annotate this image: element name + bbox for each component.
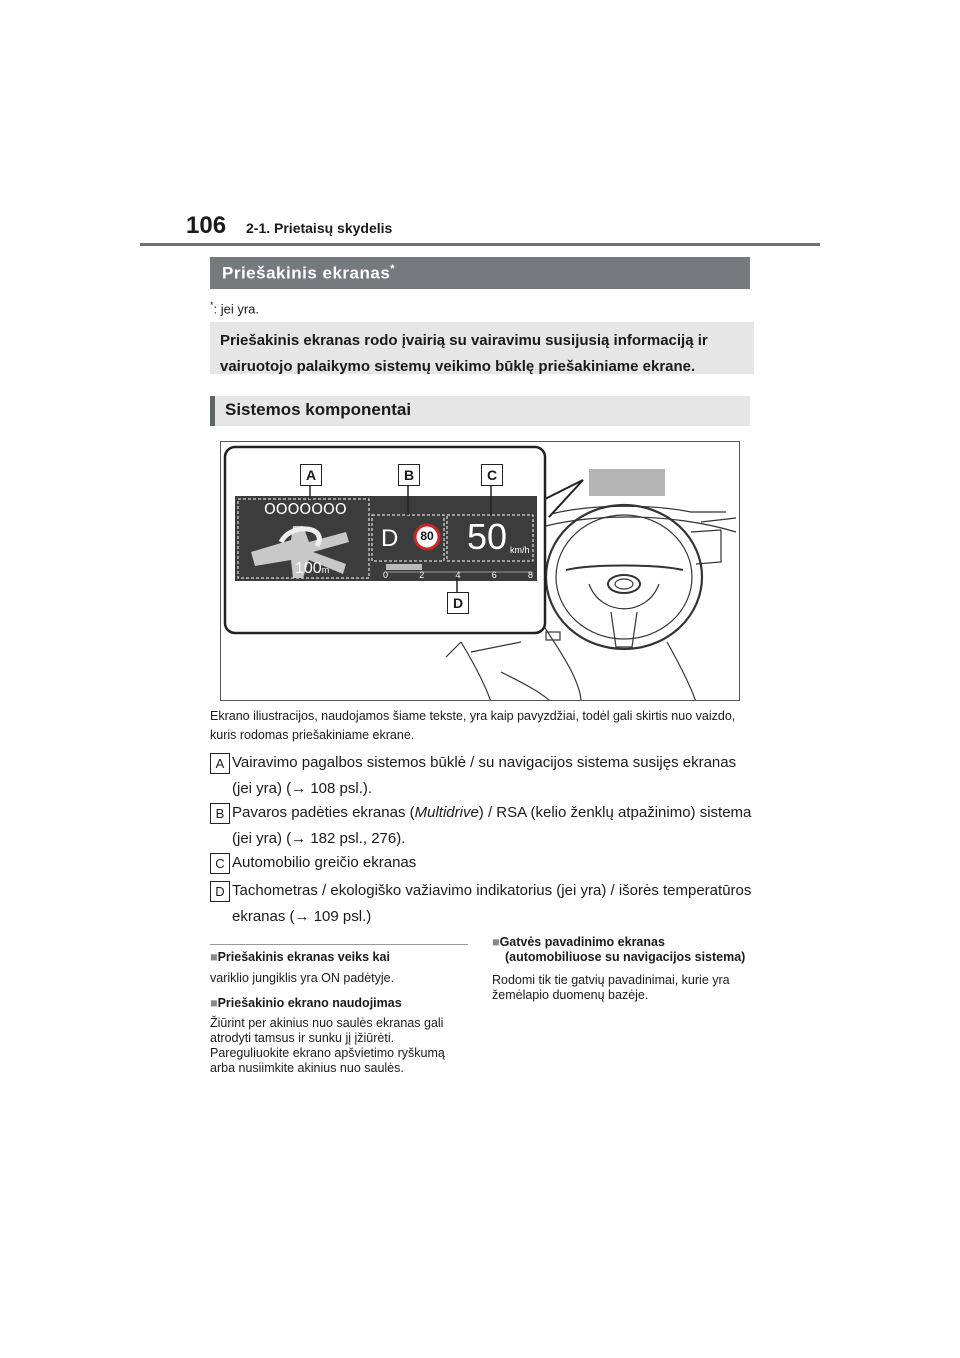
callout-badge: C	[210, 853, 230, 874]
callout-a	[210, 750, 755, 802]
figure-label-d: D	[447, 592, 469, 614]
footnote-text: : jei yra.	[213, 301, 260, 317]
hud-projection-area	[589, 469, 665, 496]
callout-text: Vairavimo pagalbos sistemos būklė / su navigacijos sistema susijęs ekranas (jei yra) (→ 108 psl.).	[232, 754, 737, 797]
running-head: 2-1. Prietaisų skydelis	[246, 220, 393, 236]
callout-badge: D	[210, 881, 230, 902]
note-heading-text: Priešakinis ekranas veiks kai	[217, 950, 390, 964]
title-footnote-mark: *	[390, 263, 396, 275]
callout-badge: B	[210, 803, 230, 824]
callout-text	[232, 800, 755, 852]
figure-label-a: A	[300, 464, 322, 486]
page-title-text: Priešakinis ekranas	[222, 263, 391, 283]
figure-caption: Ekrano iliustracijos, naudojamos šiame tekste, yra kaip pavyzdžiai, todėl gali skirtis nuo vaizdo, kuris rodomas priešakiniame ekrane.	[210, 709, 736, 742]
bullet-square-icon: ■	[492, 935, 500, 949]
header-rule	[140, 243, 820, 246]
tachometer-ticks	[383, 570, 533, 580]
page-number: 106	[186, 212, 227, 239]
gear-indicator: D	[381, 525, 399, 552]
note-heading	[210, 996, 468, 1011]
bullet-square-icon: ■	[210, 950, 218, 964]
notes-rule	[210, 944, 468, 945]
page-title	[210, 257, 750, 289]
callout-text: Automobilio greičio ekranas	[232, 854, 417, 871]
callout-text-part: Pavaros padėties ekranas (	[232, 804, 415, 821]
note-heading-text: Priešakinio ekrano naudojimas	[217, 996, 402, 1010]
note-heading-text: Gatvės pavadinimo ekranas (automobiliuose su navigacijos sistema)	[499, 935, 746, 964]
callout-d	[210, 878, 755, 930]
intro-box: Priešakinis ekranas rodo įvairią su vairavimu susijusią informaciją ir vairuotojo palaikymo sistemų veikimo būklę priešakiniame ekrane.	[210, 322, 754, 374]
hud-figure	[220, 441, 740, 701]
figure-label-b: B	[398, 464, 420, 486]
tick-label: 0	[383, 570, 389, 580]
tick-label: 6	[491, 570, 497, 580]
figure-label-c: C	[481, 464, 503, 486]
note-heading	[210, 950, 468, 965]
footnote-mark: *	[210, 300, 214, 310]
callout-text-italic: Multidrive	[414, 804, 479, 821]
tick-label: 8	[527, 570, 533, 580]
section-title: Sistemos komponentai	[210, 396, 750, 426]
footnote	[210, 300, 259, 316]
note-body: Rodomi tik tie gatvių pavadinimai, kurie yra žemėlapio duomenų bazėje.	[492, 973, 730, 1002]
callout-text: Tachometras / ekologiško važiavimo indikatorius (jei yra) / išorės temperatūros ekranas (→ 109 psl.)	[232, 882, 752, 925]
note-body: variklio jungiklis yra ON padėtyje.	[210, 971, 395, 985]
tick-label: 4	[455, 570, 461, 580]
distance-readout	[295, 560, 329, 578]
distance-value: 100	[295, 560, 322, 577]
tick-label: 2	[419, 570, 425, 580]
speed-value: 50	[467, 516, 508, 557]
note-heading	[492, 935, 750, 965]
callout-text-part: ) / RSA (kelio ženklų atpažinimo) sistema (jei yra) (→ 182 psl., 276).	[232, 804, 752, 847]
speed-unit: km/h	[510, 545, 530, 555]
distance-unit: m	[321, 565, 330, 575]
callout-c	[210, 850, 755, 876]
callout-b	[210, 800, 755, 852]
note-body: Žiūrint per akinius nuo saulės ekranas gali atrodyti tamsus ir sunku jį įžiūrėti. Pareguliuokite ekrano apšvietimo ryškumą arba nusiimkite akinius nuo saulės.	[210, 1016, 445, 1075]
callout-badge: A	[210, 753, 230, 774]
notes-right-column	[492, 935, 750, 1003]
status-dots: OOOOOOO	[264, 500, 347, 518]
bullet-square-icon: ■	[210, 996, 218, 1010]
speed-limit-value: 80	[420, 529, 434, 543]
notes-left-column	[210, 950, 468, 1076]
